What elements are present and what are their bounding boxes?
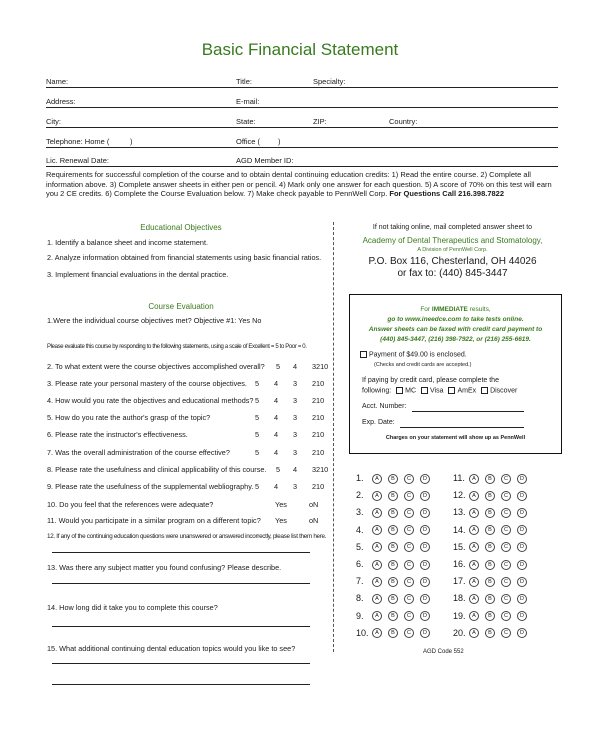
answer-bubble[interactable]: D <box>517 594 527 604</box>
answer-number: 11. <box>453 473 465 483</box>
answer-bubble[interactable]: A <box>469 594 479 604</box>
answer-bubble[interactable]: A <box>372 628 382 638</box>
telephone-label: Telephone: Home ( <box>46 137 110 146</box>
eval-question: 2. To what extent were the course objectives accomplished overall? <box>47 362 265 371</box>
answer-number: 17. <box>453 576 466 587</box>
rating-option[interactable]: 4 <box>274 482 279 491</box>
rating-option[interactable]: 5 <box>255 379 260 388</box>
answer-bubble[interactable]: A <box>469 525 479 535</box>
rating-option[interactable]: 210 <box>312 430 325 439</box>
answer-number: 19. <box>453 610 466 621</box>
rating-option[interactable]: 5 <box>255 448 260 457</box>
answer-bubble[interactable]: D <box>420 594 430 604</box>
answer-bubble[interactable]: B <box>485 525 495 535</box>
q13-answer-line[interactable] <box>52 583 310 584</box>
page-title: Basic Financial Statement <box>201 40 399 59</box>
answer-bubble[interactable]: D <box>420 577 430 587</box>
rating-option[interactable]: 4 <box>274 413 279 422</box>
rating-option[interactable]: 5 <box>255 482 260 491</box>
eval-q1: 1.Were the individual course objectives met? Objective #1: Yes No <box>47 316 262 325</box>
country-label: Country: <box>389 117 418 126</box>
eval-q11: 11. Would you participate in a similar program on a different topic? <box>47 516 261 525</box>
answer-bubble[interactable]: B <box>388 525 398 535</box>
answer-bubble[interactable]: C <box>501 542 511 552</box>
amex-checkbox[interactable] <box>448 387 455 394</box>
answer-bubble[interactable]: C <box>501 577 511 587</box>
specialty-label: Specialty: <box>313 77 346 86</box>
answer-bubble[interactable]: B <box>485 628 495 638</box>
answer-bubble[interactable]: B <box>485 474 495 484</box>
city-label: City: <box>46 117 61 126</box>
answer-bubble[interactable]: A <box>469 508 479 518</box>
answer-bubble[interactable]: A <box>372 508 382 518</box>
eval-question: 9. Please rate the usefulness of the supplemental webliography. <box>47 482 254 491</box>
answer-number: 2. <box>356 490 364 501</box>
agd-code: AGD Code 552 <box>423 649 464 655</box>
answer-bubble[interactable]: D <box>517 542 527 552</box>
q11-no[interactable]: oN <box>309 516 319 525</box>
answer-row <box>453 542 533 553</box>
answer-bubble[interactable]: A <box>469 474 479 484</box>
rating-option[interactable]: 3 <box>293 482 298 491</box>
answer-bubble[interactable]: B <box>485 611 495 621</box>
answer-bubble[interactable]: B <box>388 560 398 570</box>
answer-bubble[interactable]: B <box>388 611 398 621</box>
answer-bubble[interactable]: C <box>404 508 414 518</box>
answer-bubble[interactable]: D <box>420 474 430 484</box>
payment-option[interactable]: Payment of $49.00 is enclosed. <box>360 351 467 358</box>
rating-option[interactable]: 3 <box>293 430 298 439</box>
answer-bubble[interactable]: D <box>517 525 527 535</box>
mail-fax: or fax to: (440) 845-3447 <box>397 268 508 279</box>
rating-option[interactable]: 4 <box>274 379 279 388</box>
answer-row <box>453 473 533 484</box>
answer-bubble[interactable]: C <box>501 611 511 621</box>
charges-note: Charges on your statement will show up as PennWell <box>385 435 526 441</box>
email-label: E-mail: <box>236 97 260 106</box>
answer-number: 12. <box>453 490 466 501</box>
answer-bubble[interactable]: C <box>404 474 414 484</box>
rating-option[interactable]: 4 <box>274 448 279 457</box>
eval-question: 6. Please rate the instructor's effectiveness. <box>47 430 188 439</box>
answer-bubble[interactable]: C <box>404 542 414 552</box>
objective-1: 1. Identify a balance sheet and income statement. <box>47 238 209 247</box>
answer-bubble[interactable]: A <box>372 611 382 621</box>
rating-option[interactable]: 210 <box>312 413 325 422</box>
answer-number: 8. <box>356 593 364 604</box>
answer-row <box>453 576 533 587</box>
answer-bubble[interactable]: D <box>517 508 527 518</box>
answer-bubble[interactable]: B <box>485 594 495 604</box>
q12-answer-line[interactable] <box>52 552 310 553</box>
eval-question: 4. How would you rate the objectives and educational methods? <box>47 396 254 405</box>
answer-number: 6. <box>356 559 364 569</box>
rating-option[interactable]: 3210 <box>312 465 329 474</box>
rating-option[interactable]: 4 <box>274 430 279 439</box>
answer-bubble[interactable]: D <box>517 611 527 621</box>
answer-bubble[interactable]: D <box>420 491 430 501</box>
answer-bubble[interactable]: C <box>501 594 511 604</box>
objective-2: 2. Analyze information obtained from financial statements using basic financial ratios. <box>47 253 322 262</box>
answer-bubble[interactable]: C <box>404 628 414 638</box>
answer-row <box>356 559 436 570</box>
answer-bubble[interactable]: D <box>420 560 430 570</box>
answer-bubble[interactable]: D <box>420 525 430 535</box>
answer-bubble[interactable]: C <box>501 525 511 535</box>
answer-bubble[interactable]: D <box>517 491 527 501</box>
answer-row <box>356 628 436 639</box>
answer-row <box>453 559 533 570</box>
card-options: following: MC Visa AmEx Discover <box>362 387 518 395</box>
payment-note: (Checks and credit cards are accepted.) <box>374 362 472 368</box>
rating-option[interactable]: 3210 <box>312 362 329 371</box>
answer-bubble[interactable]: A <box>469 542 479 552</box>
rating-option[interactable]: 210 <box>312 482 325 491</box>
answer-bubble[interactable]: A <box>372 474 382 484</box>
name-label: Name: <box>46 77 69 86</box>
name-line[interactable] <box>46 87 558 88</box>
q11-yes[interactable]: Yes <box>275 516 287 525</box>
answer-bubble[interactable]: C <box>501 560 511 570</box>
address-label: Address: <box>46 97 76 106</box>
immediate-results: For IMMEDIATE results, <box>420 306 491 313</box>
mail-intro: If not taking online, mail completed answer sheet to <box>372 224 533 231</box>
answer-bubble[interactable]: B <box>388 491 398 501</box>
answer-row <box>356 576 436 587</box>
q10-yes[interactable]: Yes <box>275 500 287 509</box>
title-label: Title: <box>236 77 252 86</box>
payment-box <box>349 294 562 454</box>
answer-bubble[interactable]: D <box>517 560 527 570</box>
answer-number: 15. <box>453 541 466 552</box>
telephone-paren: ) <box>130 137 133 146</box>
answer-bubble[interactable]: B <box>388 628 398 638</box>
answer-row <box>356 473 436 484</box>
answer-bubble[interactable]: C <box>404 611 414 621</box>
answer-bubble[interactable]: B <box>485 508 495 518</box>
mail-org: Academy of Dental Therapeutics and Stomatology, <box>362 236 543 245</box>
answer-bubble[interactable]: A <box>469 611 479 621</box>
answer-bubble[interactable]: C <box>404 525 414 535</box>
answer-bubble[interactable]: B <box>388 474 398 484</box>
answer-number: 20. <box>453 627 466 638</box>
answer-bubble[interactable]: B <box>485 560 495 570</box>
state-label: State: <box>236 117 256 126</box>
answer-number: 18. <box>453 593 466 604</box>
exp-line[interactable] <box>400 427 524 428</box>
answer-row <box>356 525 436 536</box>
q15-answer-line-2[interactable] <box>52 684 310 685</box>
answer-bubble[interactable]: D <box>420 628 430 638</box>
rating-option[interactable]: 5 <box>255 396 260 405</box>
answer-bubble[interactable]: D <box>420 611 430 621</box>
lic-renewal-label: Lic. Renewal Date: <box>46 156 109 165</box>
answer-row <box>453 611 533 622</box>
answer-bubble[interactable]: A <box>469 577 479 587</box>
mc-checkbox[interactable] <box>396 387 403 394</box>
answer-bubble[interactable]: A <box>372 594 382 604</box>
answer-bubble[interactable]: B <box>388 508 398 518</box>
exp-label: Exp. Date: <box>362 419 395 426</box>
answer-number: 1. <box>356 473 364 483</box>
rating-option[interactable]: 4 <box>293 362 298 371</box>
answer-bubble[interactable]: B <box>485 542 495 552</box>
answer-number: 3. <box>356 507 364 518</box>
answer-row <box>356 490 436 501</box>
answer-number: 13. <box>453 507 466 518</box>
mail-address: P.O. Box 116, Chesterland, OH 44026 <box>368 256 537 267</box>
answer-number: 16. <box>453 559 466 569</box>
objectives-heading: Educational Objectives <box>140 223 222 232</box>
answer-bubble[interactable]: C <box>501 491 511 501</box>
visa-checkbox[interactable] <box>421 387 428 394</box>
answer-bubble[interactable]: A <box>372 525 382 535</box>
answer-row <box>453 525 533 536</box>
answer-bubble[interactable]: B <box>485 577 495 587</box>
rating-option[interactable]: 5 <box>276 465 281 474</box>
telephone-line[interactable] <box>46 147 558 148</box>
column-divider <box>333 222 334 652</box>
answer-bubble[interactable]: B <box>485 491 495 501</box>
eval-q14: 14. How long did it take you to complete this course? <box>47 603 218 612</box>
answer-row <box>453 593 533 604</box>
answer-bubble[interactable]: C <box>404 560 414 570</box>
answer-bubble[interactable]: C <box>404 491 414 501</box>
rating-option[interactable]: 3 <box>293 379 298 388</box>
answer-row <box>356 507 436 518</box>
rating-option[interactable]: 3 <box>293 396 298 405</box>
answer-bubble[interactable]: A <box>469 628 479 638</box>
answer-number: 7. <box>356 576 364 587</box>
lic-line[interactable] <box>46 166 558 167</box>
q15-answer-line-1[interactable] <box>52 663 310 664</box>
acct-line[interactable] <box>412 411 524 412</box>
answer-bubble[interactable]: C <box>501 628 511 638</box>
answer-number: 9. <box>356 610 364 621</box>
address-line[interactable] <box>46 107 558 108</box>
answer-bubble[interactable]: D <box>420 542 430 552</box>
eval-question: 8. Please rate the usefulness and clinical applicability of this course. <box>47 465 267 474</box>
answer-bubble[interactable]: A <box>372 560 382 570</box>
scale-note: Please evaluate this course by responding to the following statements, using a scale of Excellent = 5 to Poor = 0. <box>47 344 307 350</box>
q14-answer-line[interactable] <box>52 626 310 627</box>
eval-question: 3. Please rate your personal mastery of the course objectives. <box>47 379 247 388</box>
rating-option[interactable]: 5 <box>276 362 281 371</box>
q10-no[interactable]: oN <box>309 500 319 509</box>
answer-bubble[interactable]: B <box>388 542 398 552</box>
acct-label: Acct. Number: <box>362 403 407 410</box>
answer-row <box>356 611 436 622</box>
office-label: Office ( <box>236 137 261 146</box>
eval-q12: 12. If any of the continuing education questions were unanswered or answered incorrectly, please list them here. <box>47 533 327 540</box>
answer-row <box>356 593 436 604</box>
answer-bubble[interactable]: C <box>404 594 414 604</box>
agd-member-label: AGD Member ID: <box>236 156 294 165</box>
card-intro: If paying by credit card, please complete the <box>362 377 499 384</box>
zip-label: ZIP: <box>313 117 327 126</box>
answer-bubble[interactable]: C <box>404 577 414 587</box>
objective-3: 3. Implement financial evaluations in the dental practice. <box>47 270 229 279</box>
answer-bubble[interactable]: D <box>517 577 527 587</box>
rating-option[interactable]: 4 <box>274 396 279 405</box>
answer-bubble[interactable]: D <box>420 508 430 518</box>
rating-option[interactable]: 4 <box>293 465 298 474</box>
rating-option[interactable]: 5 <box>255 413 260 422</box>
rating-option[interactable]: 3 <box>293 413 298 422</box>
rating-option[interactable]: 210 <box>312 448 325 457</box>
eval-q10: 10. Do you feel that the references were adequate? <box>47 500 214 509</box>
answer-bubble[interactable]: A <box>372 577 382 587</box>
office-paren: ) <box>278 137 281 146</box>
payment-checkbox[interactable] <box>360 351 367 358</box>
answer-number: 5. <box>356 541 364 552</box>
answer-number: 14. <box>453 524 466 535</box>
requirements-text: Requirements for successful completion of the course and to obtain dental continuing education credits: 1) Read the entire course. 2) Complete all information above. 3) Complete answer sheets in either pen or pencil. 4) Mark only one answer for each question. 5) A score of 70% on this test will earn you 2 CE credits. 6) Complete the Course Evaluation below. 7) Make check payable to PennWell Corp. For Questions Call 216.398.7822 <box>46 170 552 199</box>
answer-bubble[interactable]: A <box>372 542 382 552</box>
evaluation-heading: Course Evaluation <box>148 302 214 311</box>
answer-bubble[interactable]: D <box>517 628 527 638</box>
eval-q15: 15. What additional continuing dental education topics would you like to see? <box>47 644 296 653</box>
answer-bubble[interactable]: C <box>501 474 511 484</box>
city-line[interactable] <box>46 127 558 128</box>
discover-checkbox[interactable] <box>481 387 488 394</box>
eval-question: 7. Was the overall administration of the course effective? <box>47 448 230 457</box>
answer-number: 10. <box>356 627 369 638</box>
answer-row <box>453 507 533 518</box>
answer-row <box>356 542 436 553</box>
answer-bubble[interactable]: A <box>372 491 382 501</box>
answer-bubble[interactable]: B <box>388 594 398 604</box>
fax-numbers: (440) 845-3447, (216) 398-7922, or (216) 255-6619. <box>380 336 531 343</box>
answer-row <box>453 490 533 501</box>
rating-option[interactable]: 210 <box>312 379 325 388</box>
rating-option[interactable]: 5 <box>255 430 260 439</box>
answer-bubble[interactable]: B <box>388 577 398 587</box>
eval-question: 5. How do you rate the author's grasp of the topic? <box>47 413 211 422</box>
online-url[interactable]: go to www.ineedce.com to take tests online. <box>387 316 524 323</box>
eval-q13: 13. Was there any subject matter you found confusing? Please describe. <box>47 563 282 572</box>
rating-option[interactable]: 210 <box>312 396 325 405</box>
answer-bubble[interactable]: A <box>469 560 479 570</box>
answer-number: 4. <box>356 524 364 535</box>
answer-bubble[interactable]: D <box>517 474 527 484</box>
answer-bubble[interactable]: A <box>469 491 479 501</box>
answer-row <box>453 628 533 639</box>
rating-option[interactable]: 3 <box>293 448 298 457</box>
fax-info: Answer sheets can be faxed with credit card payment to <box>368 326 543 333</box>
answer-bubble[interactable]: C <box>501 508 511 518</box>
mail-division: A Division of PennWell Corp. <box>417 247 488 253</box>
